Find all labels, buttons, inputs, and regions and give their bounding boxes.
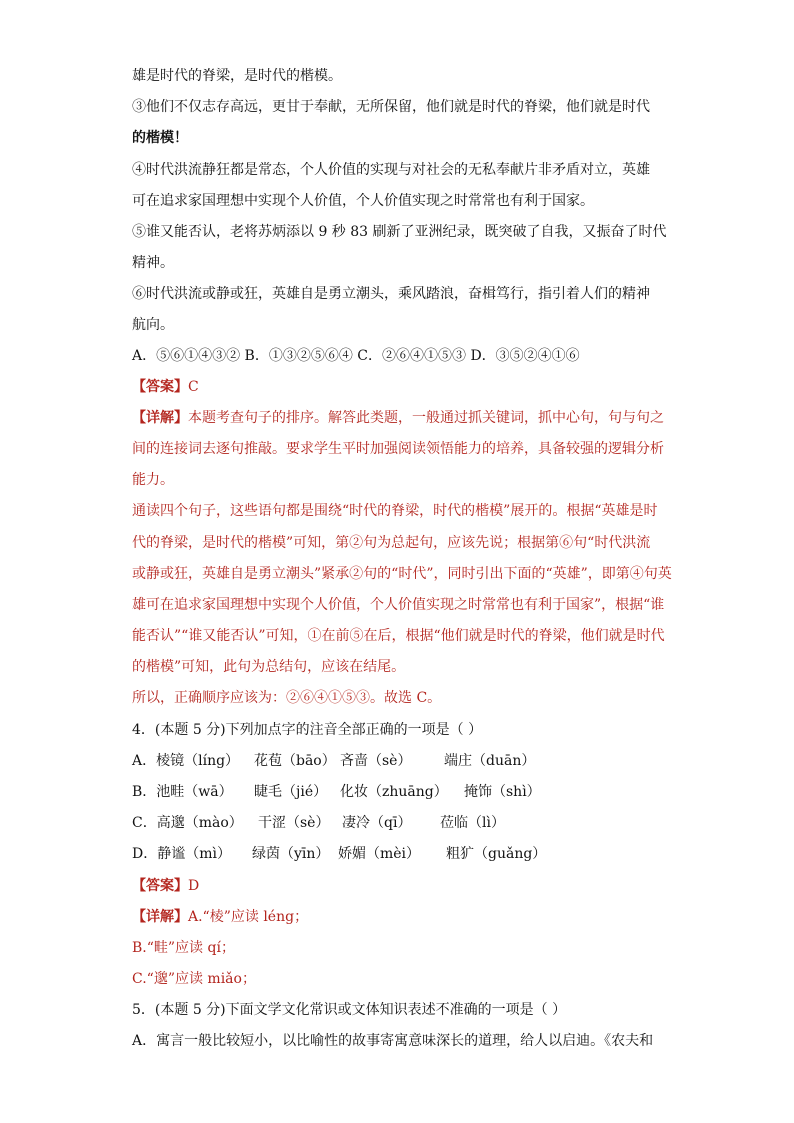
q3-detail-line-3: 能力。 [132,472,174,488]
q3-sentence-4: ④时代洪流静狂都是常态，个人价值的实现与对社会的无私奉献片非矛盾对立，英雄 [132,162,650,178]
q3-detail-line-1: 【详解】本题考查句子的排序。解答此类题，一般通过抓关键词，抓中心句，句与句之 [132,410,664,426]
q4-detail-line-2: B.“畦”应读 qí； [132,940,235,956]
detail-tag: 【详解】 [132,909,188,925]
q5-option-a: A．寓言一般比较短小，以比喻性的故事寄寓意味深长的道理，给人以启迪。《农夫和 [132,1033,654,1049]
q4-option-d: D．静谧（mì） 绿茵（yīn） 娇媚（mèi） 粗犷（guǎng） [132,846,547,862]
q3-sentence-3: ③他们不仅志存高远，更甘于奉献，无所保留，他们就是时代的脊梁，他们就是时代 [132,99,650,115]
q4-option-c: C．高邈（mào） 干涩（sè） 凄冷（qī） 莅临（lì） [132,815,505,831]
q3-choices: A．⑤⑥①④③② B．①③②⑤⑥④ C．②⑥④①⑤③ D．③⑤②④①⑥ [132,348,580,364]
q4-detail-line-3: C.“邈”应读 miǎo； [132,971,256,987]
q3-sentence-6-cont: 航向。 [132,317,174,333]
q3-explanation-line-7: 所以，正确顺序应该为：②⑥④①⑤③。故选 C。 [132,690,442,706]
q3-answer [132,377,672,397]
answer-value: D [188,878,200,894]
q4-option-b: B．池畦（wā） 睫毛（jié） 化妆（zhuāng） 掩饰（shì） [132,784,541,800]
q3-sentence-4-cont: 可在追求家国理想中实现个人价值，个人价值实现之时常常也有利于国家。 [132,193,594,209]
q3-explanation-line-2: 代的脊梁，是时代的楷模”可知，第②句为总起句，应该先说；根据第⑥句“时代洪流 [132,535,651,551]
q4-answer [132,876,672,896]
answer-tag: 【答案】 [132,878,188,894]
q3-intro-line: 雄是时代的脊梁，是时代的楷模。 [132,68,342,84]
q4-option-a: A．棱镜（líng） 花苞（bāo） 吝啬（sè） 端庄（duān） [132,753,536,769]
detail-tag: 【详解】 [132,410,188,426]
answer-tag: 【答案】 [132,379,188,395]
q4-detail-line-1: 【详解】A.“棱”应读 léng； [132,909,309,925]
q3-explanation-line-1: 通读四个句子，这些语句都是围绕“时代的脊梁，时代的楷模”展开的。根据“英雄是时 [132,503,658,519]
answer-value: C [188,379,199,395]
q3-sentence-6: ⑥时代洪流或静或狂，英雄自是勇立潮头，乘风踏浪，奋楫笃行，指引着人们的精神 [132,286,650,302]
q3-sentence-5: ⑤谁又能否认，老将苏炳添以 9 秒 83 刷新了亚洲纪录，既突破了自我，又振奋了时代 [132,224,667,240]
q3-sentence-5-cont: 精神。 [132,255,174,271]
q3-explanation-line-5: 能否认”“谁又能否认”可知，①在前⑤在后，根据“他们就是时代的脊梁，他们就是时代 [132,628,665,644]
q3-sentence-3-cont: 的楷模！ [132,130,188,146]
q3-explanation-line-6: 的楷模”可知，此句为总结句，应该在结尾。 [132,659,406,675]
q3-explanation-line-3: 或静或狂，英雄自是勇立潮头”紧承②句的“时代”，同时引出下面的“英雄”，即第④句英 [132,566,672,582]
q3-detail-line-2: 间的连接词去逐句推敲。要求学生平时加强阅读领悟能力的培养，具备较强的逻辑分析 [132,441,664,457]
q4-stem: 4．(本题 5 分)下列加点字的注音全部正确的一项是（ ） [132,722,483,738]
q3-explanation-line-4: 雄可在追求家国理想中实现个人价值，个人价值实现之时常常也有利于国家”，根据“谁 [132,597,665,613]
q5-stem: 5．(本题 5 分)下面文学文化常识或文体知识表述不准确的一项是（ ） [132,1002,567,1018]
